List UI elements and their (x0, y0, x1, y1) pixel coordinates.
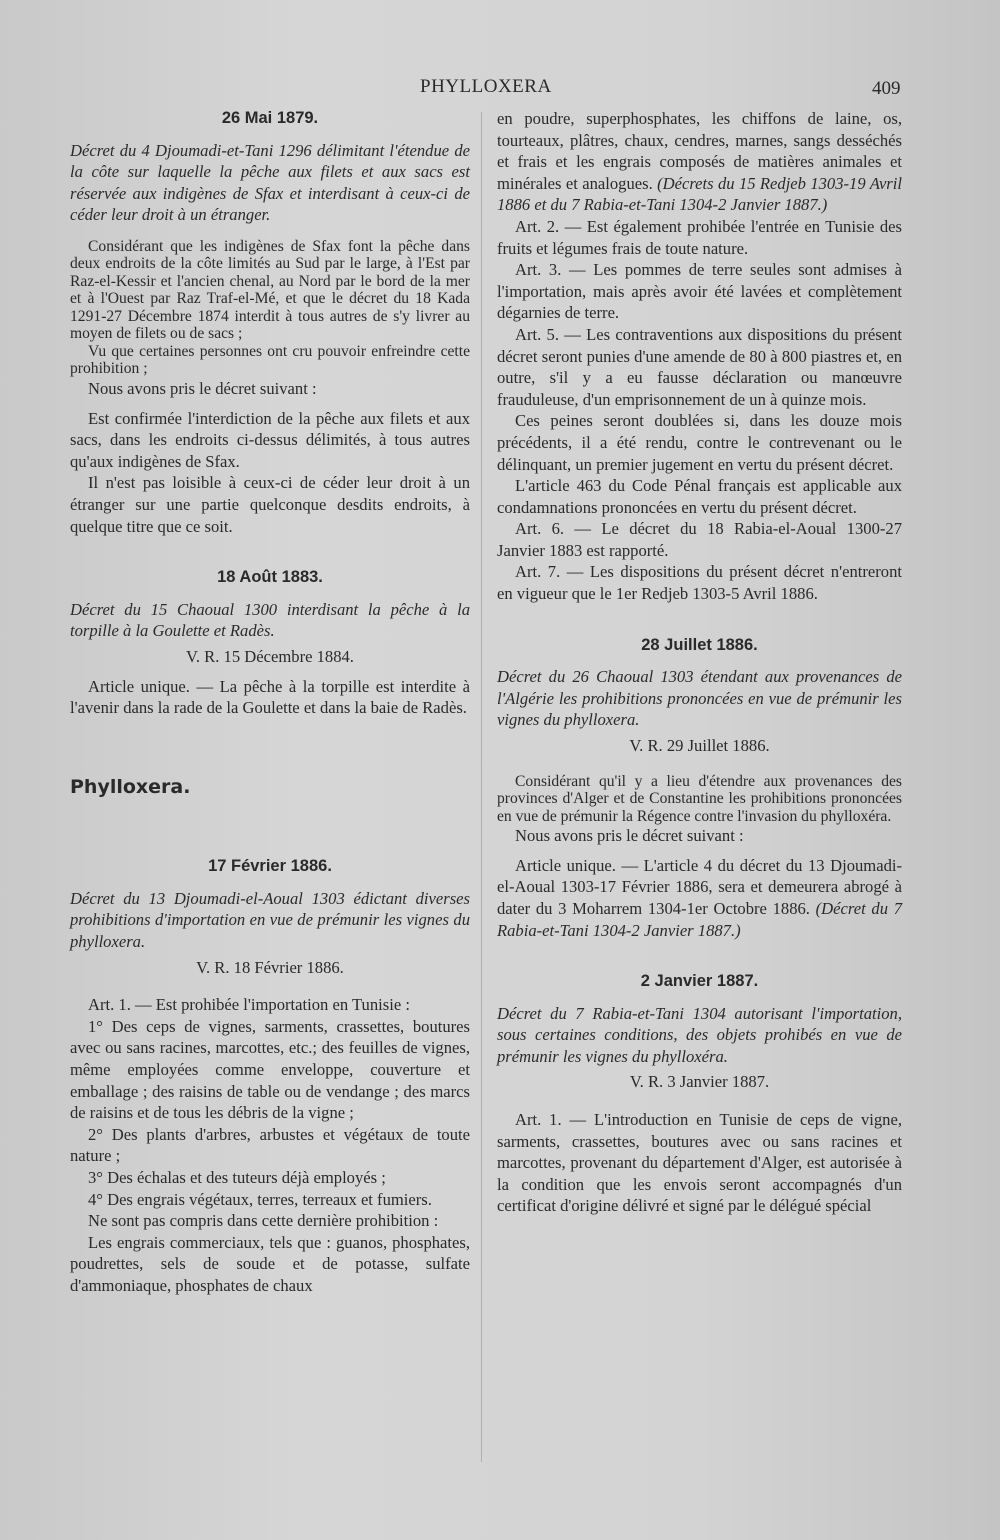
section-title: Phylloxera. (70, 775, 191, 798)
page-number: 409 (872, 78, 901, 99)
paragraph: 1° Des ceps de vignes, sarments, crassettes, boutures avec ou sans racines, marcottes, etc.; des feuilles de vignes, même employées comme enveloppe, couverture et emballage ; des raisins de table ou de vendange ; des marcs de raisins et de tous les débris de la vigne ; (70, 1016, 470, 1123)
paragraph: 3° Des échalas et des tuteurs déjà employés ; (88, 1168, 386, 1187)
decree-reference: (Décrets du 15 Redjeb 1303-19 Avril 1886 et du 7 Rabia-et-Tani 1304-2 Janvier 1887.) (497, 173, 902, 215)
paragraph: Art. 6. — Le décret du 18 Rabia-el-Aoual 1300-27 Janvier 1883 est rapporté. (497, 519, 902, 560)
decree-summary: Décret du 7 Rabia-et-Tani 1304 autorisant l'importation, sous certaines conditions, des objets prohibés en vue de prémunir les vignes du phylloxéra. (497, 1003, 902, 1066)
paragraph: Ne sont pas compris dans cette dernière prohibition : (88, 1211, 439, 1231)
paragraph: Art. 7. — Les dispositions du présent décret n'entreront en vigueur que le 1er Redjeb 1303-5 Avril 1886. (497, 562, 902, 604)
vr-reference: V. R. 29 Juillet 1886. (629, 736, 770, 756)
paragraph (497, 108, 902, 216)
paragraph: 2° Des plants d'arbres, arbustes et végétaux de toute nature ; (70, 1124, 470, 1166)
paragraph: Considérant que les indigènes de Sfax font la pêche dans deux endroits de la côte limités au Sud par le large, à l'Est par Raz-el-Kessir et l'ancien chenal, au Nord par le bord de la mer et à l'Ouest par Raz Traf-el-Mé, et que le décret du 18 Kada 1291-27 Décembre 1874 interdit à tous autres de s'y livrer au moyen de filets ou de sacs ; (70, 237, 470, 343)
paragraph: 4° Des engrais végétaux, terres, terreaux et fumiers. (88, 1189, 432, 1209)
decree-summary: Décret du 15 Chaoual 1300 interdisant la pêche à la torpille à la Goulette et Radès. (70, 599, 470, 641)
decree-summary: Décret du 13 Djoumadi-el-Aoual 1303 édictant diverses prohibitions d'importation en vue de prémunir les vignes du phylloxera. (70, 888, 470, 952)
decree-reference: (Décret du 7 Rabia-et-Tani 1304-2 Janvier 1887.) (497, 898, 902, 940)
decree-date: 28 Juillet 1886. (641, 635, 758, 654)
paragraph: Art. 1. — L'introduction en Tunisie de ceps de vigne, sarments, crassettes, boutures avec ou sans racines et marcottes, provenant du département d'Alger, est autorisée à la condition que les envois seront accompagnés d'un certificat d'origine délivré et signé par le délégué spécial (497, 1110, 902, 1216)
paragraph: Article unique. — La pêche à la torpille est interdite à l'avenir dans la rade de la Goulette et dans la baie de Radès. (70, 676, 470, 718)
paragraph: Art. 1. — Est prohibée l'importation en Tunisie : (88, 995, 410, 1015)
paragraph: Nous avons pris le décret suivant : (515, 826, 744, 846)
decree-summary: Décret du 4 Djoumadi-et-Tani 1296 délimitant l'étendue de la côte sur laquelle la pêche aux filets et aux sacs est réservée aux indigènes de Sfax et interdisant à ceux-ci de céder leur droit à un étranger. (70, 140, 470, 225)
decree-date: 2 Janvier 1887. (640, 972, 759, 991)
paragraph-text: Article unique. — L'article 4 du décret du 13 Djoumadi-el-Aoual 1303-17 Février 1886, sera et demeurera abrogé à dater du 3 Moharrem 1304-1er Octobre 1886. (497, 855, 902, 918)
paragraph: Art. 5. — Les contraventions aux dispositions du présent décret seront punies d'une amende de 80 à 800 piastres et, en outre, s'il y a eu fausse déclaration ou manœuvre frauduleuse, d'un emprisonnement de un à quinze mois. (497, 324, 902, 409)
paragraph: Ces peines seront doublées si, dans les douze mois précédents, il a été rendu, contre le contrevenant ou le délinquant, un premier jugement en vertu du présent décret. (497, 411, 902, 474)
decree-summary: Décret du 26 Chaoual 1303 étendant aux provenances de l'Algérie les prohibitions prononcées en vue de prémunir les vignes du phylloxera. (497, 667, 902, 730)
paragraph: Considérant qu'il y a lieu d'étendre aux provenances des provinces d'Alger et de Constantine les prohibitions prononcées en vue de prémunir la Régence contre l'invasion du phylloxéra. (497, 772, 902, 825)
paragraph: Art. 2. — Est également prohibée l'entrée en Tunisie des fruits et légumes frais de toute nature. (497, 216, 902, 258)
running-title: PHYLLOXERA (420, 76, 552, 97)
left-column (70, 108, 470, 1297)
paragraph: Il n'est pas loisible à ceux-ci de céder leur droit à un étranger sur une partie quelconque desdits endroits, à quelque titre que ce soit. (70, 473, 470, 536)
decree-date: 26 Mai 1879. (221, 109, 319, 127)
paragraph: L'article 463 du Code Pénal français est applicable aux condamnations prononcées en vertu du présent décret. (497, 476, 902, 517)
vr-reference: V. R. 3 Janvier 1887. (629, 1072, 770, 1092)
paragraph: Vu que certaines personnes ont cru pouvoir enfreindre cette prohibition ; (70, 342, 470, 378)
decree-date: 18 Août 1883. (217, 568, 323, 587)
paragraph (497, 855, 902, 941)
vr-reference: V. R. 15 Décembre 1884. (186, 646, 354, 666)
paragraph: Est confirmée l'interdiction de la pêche aux filets et aux sacs, dans les endroits ci-dessus délimités, à tous autres qu'aux indigènes de Sfax. (70, 408, 470, 471)
decree-date: 17 Février 1886. (208, 857, 332, 876)
paragraph: Les engrais commerciaux, tels que : guanos, phosphates, poudrettes, sels de soude et de potasse, sulfate d'ammoniaque, phosphates de chaux (70, 1232, 470, 1295)
vr-reference: V. R. 18 Février 1886. (196, 957, 344, 977)
paragraph: Nous avons pris le décret suivant : (88, 378, 317, 398)
column-divider (481, 112, 482, 1462)
paragraph-text: en poudre, superphosphates, les chiffons de laine, os, tourteaux, plâtres, chaux, cendres, marnes, sangs desséchés et frais et les engrais composés de matières animales et minérales et analogues. (497, 109, 902, 193)
paragraph: Art. 3. — Les pommes de terre seules sont admises à l'importation, mais après avoir été lavées et complètement dégarnies de terre. (497, 260, 902, 323)
right-column (497, 108, 902, 1217)
